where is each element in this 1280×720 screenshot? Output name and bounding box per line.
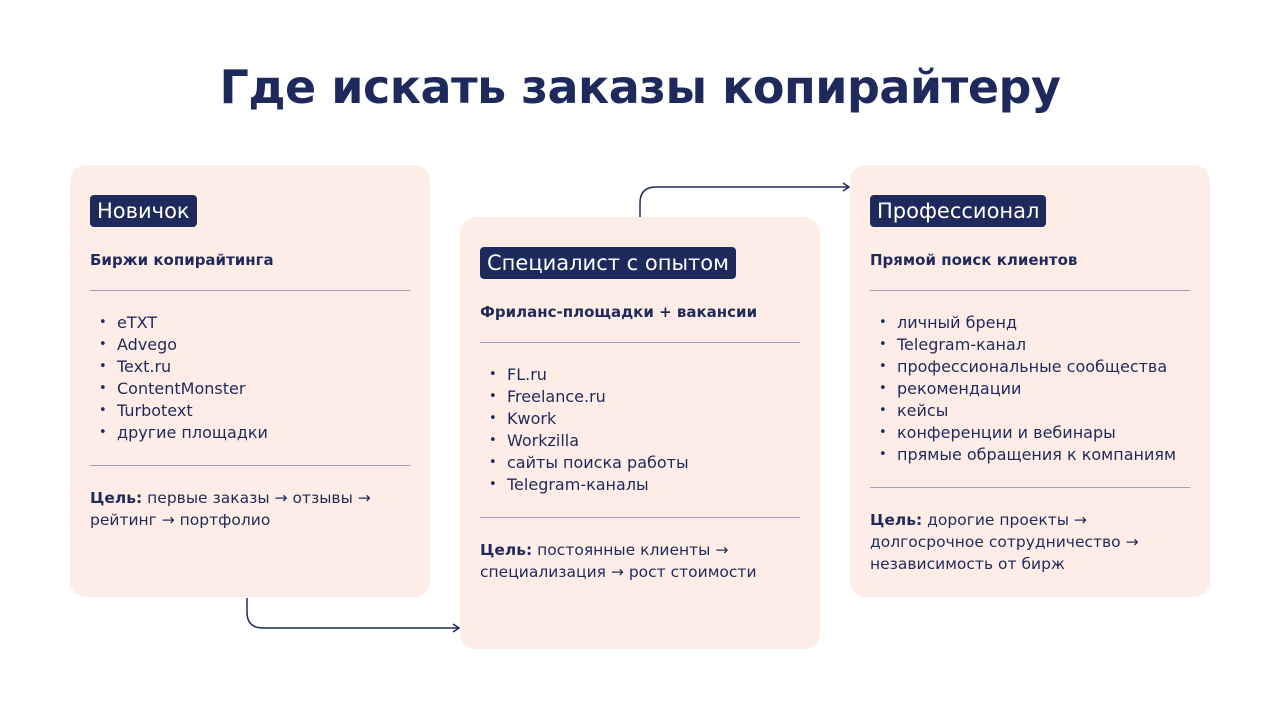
divider: [90, 290, 410, 291]
list-item: • Telegram-каналы: [480, 474, 800, 496]
goal-text: [480, 539, 800, 583]
channel-list: [870, 312, 1190, 466]
goal-line: постоянные клиенты →: [532, 541, 729, 559]
card-subtitle: Биржи копирайтинга: [90, 251, 274, 269]
arrow-experienced-to-professional: [640, 187, 849, 217]
list-item: • кейсы: [870, 400, 1190, 422]
goal-label: Цель:: [480, 541, 533, 559]
card-professional: [850, 165, 1210, 597]
card-experienced: [460, 217, 820, 649]
divider: [870, 290, 1190, 291]
goal-line: рейтинг → портфолио: [90, 511, 271, 529]
goal-line: специализация → рост стоимости: [480, 563, 757, 581]
divider: [480, 517, 800, 518]
list-item: • Advego: [90, 334, 410, 356]
divider: [870, 487, 1190, 488]
list-item: • Kwork: [480, 408, 800, 430]
goal-label: Цель:: [90, 489, 143, 507]
list-item: • Freelance.ru: [480, 386, 800, 408]
goal-line: независимость от бирж: [870, 555, 1065, 573]
list-item: • ContentMonster: [90, 378, 410, 400]
card-subtitle: Фриланс-площадки + вакансии: [480, 303, 758, 321]
list-item: • eTXT: [90, 312, 410, 334]
goal-line: первые заказы → отзывы →: [142, 489, 371, 507]
level-badge: Профессионал: [870, 195, 1046, 227]
goal-text: [870, 509, 1190, 575]
divider: [90, 465, 410, 466]
platform-list: [90, 312, 410, 444]
list-item: • рекомендации: [870, 378, 1190, 400]
list-item: • другие площадки: [90, 422, 410, 444]
list-item: • Workzilla: [480, 430, 800, 452]
list-item: • профессиональные сообщества: [870, 356, 1190, 378]
card-newbie: [70, 165, 430, 597]
list-item: • FL.ru: [480, 364, 800, 386]
goal-label: Цель:: [870, 511, 923, 529]
list-item: • конференции и вебинары: [870, 422, 1190, 444]
list-item: • сайты поиска работы: [480, 452, 800, 474]
list-item: • прямые обращения к компаниям: [870, 444, 1190, 466]
platform-list: [480, 364, 800, 496]
divider: [480, 342, 800, 343]
goal-text: [90, 487, 410, 531]
list-item: • Telegram-канал: [870, 334, 1190, 356]
list-item: • Turbotext: [90, 400, 410, 422]
goal-line: дорогие проекты →: [922, 511, 1087, 529]
page-title: Где искать заказы копирайтеру: [219, 60, 1061, 114]
level-badge: Новичок: [90, 195, 197, 227]
list-item: • личный бренд: [870, 312, 1190, 334]
level-badge: Специалист с опытом: [480, 247, 736, 279]
goal-line: долгосрочное сотрудничество →: [870, 533, 1139, 551]
arrow-newbie-to-experienced: [247, 598, 459, 628]
card-subtitle: Прямой поиск клиентов: [870, 251, 1078, 269]
list-item: • Text.ru: [90, 356, 410, 378]
